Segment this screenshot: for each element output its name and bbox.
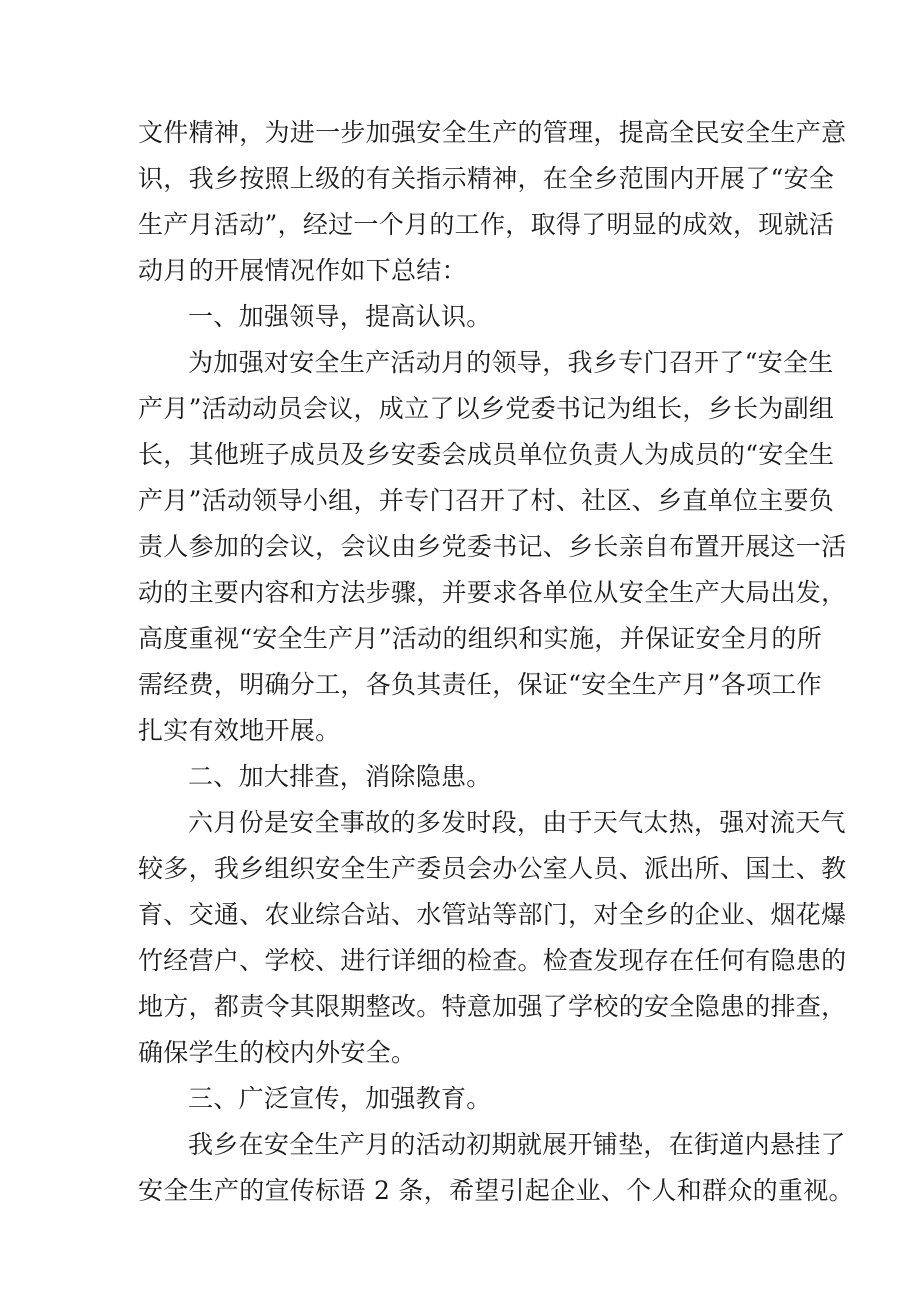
text-line: 动月的开展情况作如下总结： xyxy=(138,256,467,285)
text-line: 三、广泛宣传，加强教育。 xyxy=(188,1084,492,1113)
text-line: 育、交通、农业综合站、水管站等部门，对全乡的企业、烟花爆 xyxy=(138,900,847,929)
document-body xyxy=(138,110,854,1214)
text-line: 我乡在安全生产月的活动初期就展开铺垫，在街道内悬挂了 xyxy=(188,1130,846,1159)
text-line: 二、加大排查，消除隐患。 xyxy=(188,762,492,791)
text-line: 安全生产的宣传标语 2 条，希望引起企业、个人和群众的重视。 xyxy=(138,1176,854,1205)
text-line: 产月”活动领导小组，并专门召开了村、社区、乡直单位主要负 xyxy=(138,486,835,515)
text-line: 长，其他班子成员及乡安委会成员单位负责人为成员的“安全生 xyxy=(138,440,835,469)
text-line: 识，我乡按照上级的有关指示精神，在全乡范围内开展了“安全 xyxy=(138,164,835,193)
text-line: 责人参加的会议，会议由乡党委书记、乡长亲自布置开展这一活 xyxy=(138,532,847,561)
text-line: 较多，我乡组织安全生产委员会办公室人员、派出所、国土、教 xyxy=(138,854,847,883)
text-line: 动的主要内容和方法步骤，并要求各单位从安全生产大局出发， xyxy=(138,578,847,607)
text-line: 竹经营户、学校、进行详细的检查。检查发现存在任何有隐患的 xyxy=(138,946,847,975)
text-line: 地方，都责令其限期整改。特意加强了学校的安全隐患的排查， xyxy=(138,992,847,1021)
text-line: 扎实有效地开展。 xyxy=(138,716,341,745)
text-line: 文件精神，为进一步加强安全生产的管理，提高全民安全生产意 xyxy=(138,118,847,147)
text-line: 高度重视“安全生产月”活动的组织和实施，并保证安全月的所 xyxy=(138,624,822,653)
text-line: 产月”活动动员会议，成立了以乡党委书记为组长，乡长为副组 xyxy=(138,394,835,423)
text-line: 生产月活动”，经过一个月的工作，取得了明显的成效，现就活 xyxy=(138,210,835,239)
text-line: 为加强对安全生产活动月的领导，我乡专门召开了“安全生 xyxy=(188,348,834,377)
text-line: 确保学生的校内外安全。 xyxy=(138,1038,417,1067)
text-line: 六月份是安全事故的多发时段，由于天气太热，强对流天气 xyxy=(188,808,846,837)
text-line: 需经费，明确分工，各负其责任，保证“安全生产月”各项工作 xyxy=(138,670,822,699)
text-line: 一、加强领导，提高认识。 xyxy=(188,302,492,331)
